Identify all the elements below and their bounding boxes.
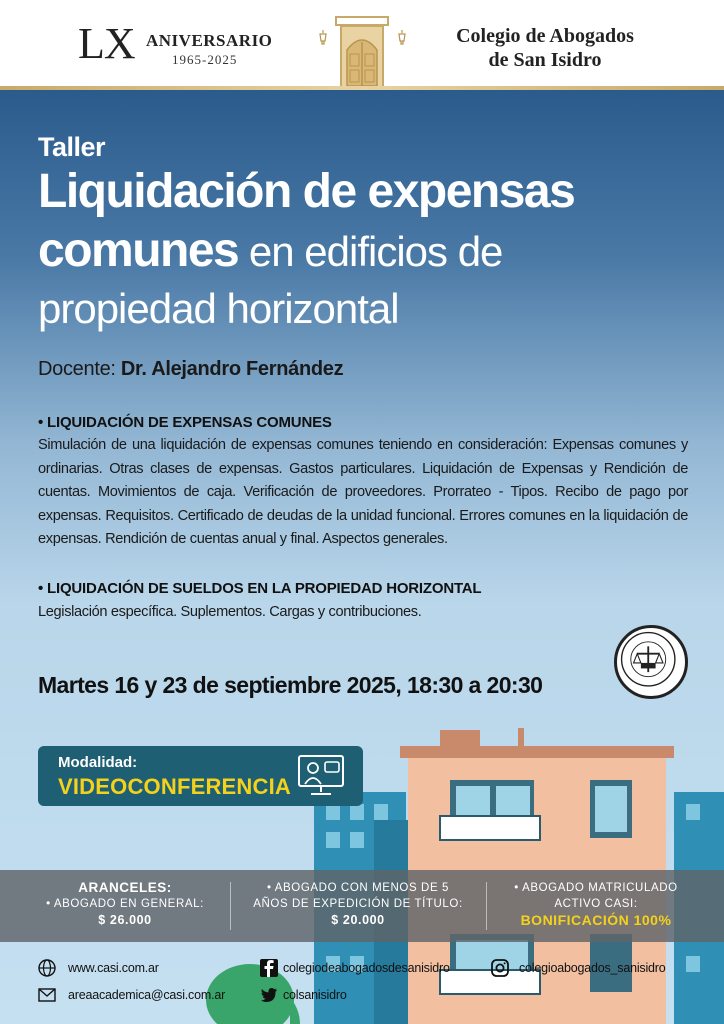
- docente-name: Dr. Alejandro Fernández: [120, 358, 344, 380]
- globe-icon: [38, 959, 56, 977]
- arancel-general: [30, 880, 220, 928]
- section-body: Legislación específica. Suplementos. Cargas y contribuciones.: [38, 604, 422, 620]
- facebook-icon: [260, 959, 278, 977]
- aranceles-band: [0, 870, 724, 942]
- arancel-casi-benefit: BONIFICACIÓN 100%: [520, 912, 672, 928]
- kicker: Taller: [38, 132, 106, 162]
- institution-name: [440, 24, 650, 72]
- aranceles-title: ARANCELES:: [78, 880, 172, 895]
- arancel-casi-line1: • ABOGADO MATRICULADO: [514, 882, 678, 894]
- instagram-icon: [491, 959, 509, 977]
- email-link[interactable]: areaacademica@casi.com.ar: [68, 988, 226, 1002]
- modalidad-label: Modalidad:: [58, 754, 138, 771]
- docente: [38, 358, 343, 381]
- modalidad-value: VIDEOCONFERENCIA: [58, 774, 291, 799]
- docente-label: Docente:: [38, 358, 121, 380]
- arancel-joven-line1: • ABOGADO CON MENOS DE 5: [266, 882, 449, 894]
- arancel-joven: [244, 880, 472, 928]
- section-title: • LIQUIDACIÓN DE EXPENSAS COMUNES: [38, 414, 332, 431]
- door-icon: [335, 16, 389, 88]
- band-divider: [230, 882, 231, 930]
- title-line2-regular: en edificios de: [238, 228, 503, 275]
- institution-seal-icon: [614, 625, 688, 699]
- section-title: • LIQUIDACIÓN DE SUELDOS EN LA PROPIEDAD HORIZONTAL: [38, 580, 482, 597]
- band-divider: [486, 882, 487, 930]
- title-line2-bold: comunes: [38, 224, 239, 277]
- modalidad-card: [38, 746, 363, 806]
- event-date: Martes 16 y 23 de septiembre 2025, 18:30 a 20:30: [38, 672, 543, 698]
- facebook-link[interactable]: colegiodeabogadosdesanisidro: [283, 961, 450, 975]
- lamp-icon: [397, 30, 407, 46]
- institution-name-line1: Colegio de Abogados: [456, 25, 634, 47]
- arancel-joven-line2: AÑOS DE EXPEDICIÓN DE TÍTULO:: [253, 898, 463, 910]
- title-line1: Liquidación de expensas: [38, 165, 575, 218]
- arancel-joven-price: $ 20.000: [331, 913, 385, 927]
- arancel-casi-line2: ACTIVO CASI:: [554, 898, 638, 910]
- title-line3: propiedad horizontal: [38, 285, 399, 332]
- website-link[interactable]: www.casi.com.ar: [68, 961, 159, 975]
- arancel-casi: [496, 880, 696, 928]
- main-panel: [0, 90, 724, 1024]
- anniversary-years: 1965-2025: [172, 52, 238, 67]
- twitter-link[interactable]: colsanisidro: [283, 988, 347, 1002]
- anniversary-label: ANIVERSARIO: [146, 31, 273, 50]
- anniversary-lx: LX: [78, 19, 135, 68]
- arancel-general-price: $ 26.000: [98, 913, 152, 927]
- arancel-general-label: • ABOGADO EN GENERAL:: [46, 898, 204, 910]
- header: [0, 0, 724, 90]
- section-body: Simulación de una liquidación de expensas comunes teniendo en consideración: Expensas comunes y ordinarias. Otras clases de expensas. Gastos particulares. Liquidación de Expensas y Rendición de cuentas. Movimientos de caja. Verificación de proveedores. Prorrateo - Tipos. Recibo de pago por expensas. Requisitos. Certificado de deudas de la unidad funcional. Errores comunes en la liquidación de expensas. Rendición de cuentas anual y final. Aspectos generales.: [38, 437, 688, 547]
- lamp-icon: [318, 30, 328, 46]
- institution-name-line2: de San Isidro: [488, 49, 602, 71]
- twitter-icon: [260, 986, 278, 1004]
- videoconference-icon: [297, 754, 345, 798]
- email-icon: [38, 986, 56, 1004]
- instagram-link[interactable]: colegioabogados_sanisidro: [519, 961, 666, 975]
